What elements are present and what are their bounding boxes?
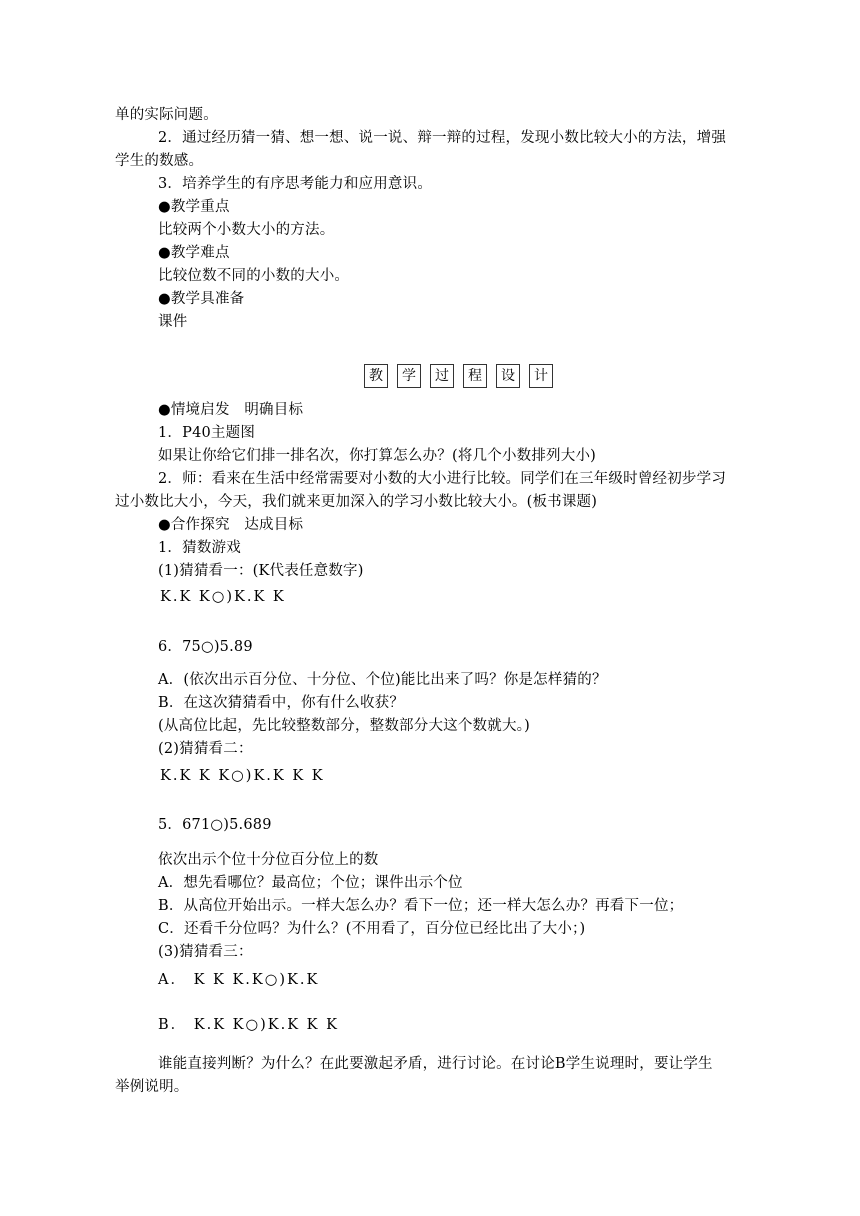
- title-char: 教: [364, 364, 388, 388]
- text-line: 过小数比大小，今天，我们就来更加深入的学习小数比较大小。(板书课题): [115, 494, 598, 510]
- text-line: 单的实际问题。: [115, 107, 218, 123]
- text-line: 1．猜数游戏: [158, 540, 241, 556]
- title-char: 学: [397, 364, 421, 388]
- text-line: 2．通过经历猜一猜、想一想、说一说、辩一辩的过程，发现小数比较大小的方法，增强: [158, 130, 727, 146]
- heading-materials: ●教学具准备: [158, 291, 245, 307]
- text-line: A．想先看哪位？最高位；个位；课件出示个位: [158, 875, 463, 891]
- title-char: 程: [463, 364, 487, 388]
- text-line: (从高位比起，先比较整数部分，整数部分大这个数就大。): [158, 718, 530, 734]
- heading-key-points: ●教学重点: [158, 199, 230, 215]
- heading-context: ●情境启发 明确目标: [158, 402, 304, 418]
- text-line: 学生的数感。: [115, 153, 204, 169]
- text-line: 如果让你给它们排一排名次，你打算怎么办？(将几个小数排列大小): [158, 448, 597, 464]
- text-line: B．在这次猜猜看中，你有什么收获？: [158, 695, 405, 711]
- text-line: (3)猜猜看三：: [158, 944, 253, 960]
- text-line: C．还看千分位吗？为什么？(不用看了，百分位已经比出了大小；): [158, 921, 586, 937]
- text-line: 3．培养学生的有序思考能力和应用意识。: [158, 176, 433, 192]
- text-line: 5．671○)5.689: [158, 817, 272, 833]
- formula: K.K K K○)K.K K K: [160, 768, 325, 784]
- formula: K.K K○)K.K K: [160, 589, 286, 605]
- text-line: 比较位数不同的小数的大小。: [158, 268, 350, 284]
- title-char: 设: [496, 364, 520, 388]
- text-line: 举例说明。: [115, 1079, 189, 1095]
- text-line: B．从高位开始出示。一样大怎么办？看下一位；还一样大怎么办？再看下一位；: [158, 898, 684, 914]
- heading-explore: ●合作探究 达成目标: [158, 517, 304, 533]
- text-line: (1)猜猜看一：(K代表任意数字): [158, 563, 364, 579]
- formula: A． K K K.K○)K.K: [158, 972, 320, 988]
- title-char: 计: [529, 364, 553, 388]
- formula: B． K.K K○)K.K K K: [158, 1017, 339, 1033]
- text-line: 比较两个小数大小的方法。: [158, 222, 335, 238]
- title-char: 过: [430, 364, 454, 388]
- heading-difficulties: ●教学难点: [158, 245, 230, 261]
- text-line: 6．75○)5.89: [158, 639, 253, 655]
- text-line: 谁能直接判断？为什么？在此要激起矛盾，进行讨论。在讨论B学生说理时，要让学生: [158, 1056, 713, 1072]
- text-line: 1．P40主题图: [158, 425, 256, 441]
- text-line: 课件: [158, 314, 188, 330]
- section-title: [364, 364, 556, 388]
- text-line: A．(依次出示百分位、十分位、个位)能比出来了吗？你是怎样猜的？: [158, 672, 607, 688]
- text-line: 2．师：看来在生活中经常需要对小数的大小进行比较。同学们在三年级时曾经初步学习: [158, 471, 727, 487]
- text-line: (2)猜猜看二：: [158, 741, 253, 757]
- text-line: 依次出示个位十分位百分位上的数: [158, 852, 379, 868]
